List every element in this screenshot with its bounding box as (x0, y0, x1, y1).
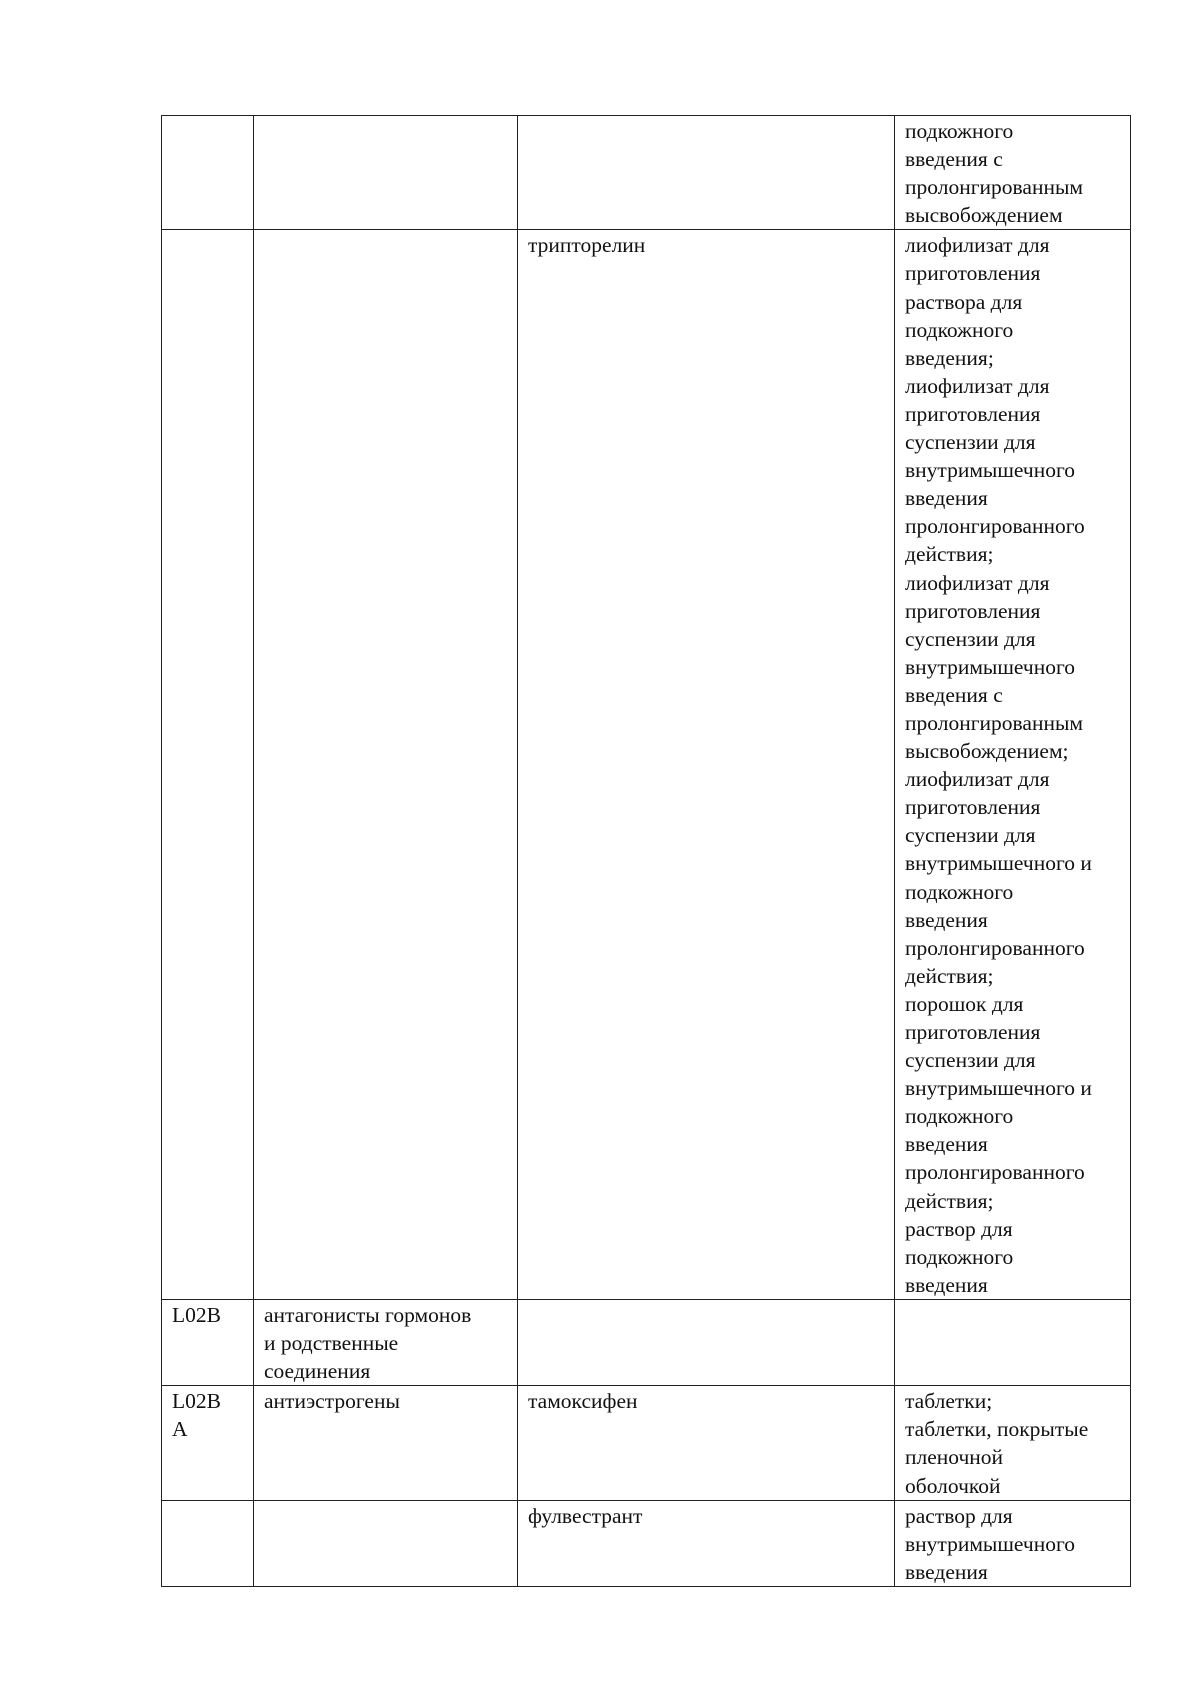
dosage-form-cell: подкожного введения с пролонгированным высвобождением (895, 116, 1131, 230)
dosage-form-cell: раствор для внутримышечного введения (895, 1500, 1131, 1586)
drug-name-cell: фулвестрант (518, 1500, 895, 1586)
table-row (162, 230, 1131, 1300)
table-row (162, 1500, 1131, 1586)
atc-group-cell (254, 116, 518, 230)
dosage-form-cell: таблетки; таблетки, покрытые пленочной оболочкой (895, 1386, 1131, 1500)
drug-name-cell (518, 1299, 895, 1385)
atc-code-cell: L02B (162, 1299, 254, 1385)
atc-code-cell (162, 230, 254, 1300)
atc-group-cell (254, 230, 518, 1300)
table-row (162, 1299, 1131, 1385)
atc-code-cell (162, 1500, 254, 1586)
drug-name-cell: трипторелин (518, 230, 895, 1300)
drug-name-cell (518, 116, 895, 230)
drug-table (161, 115, 1131, 1587)
table-row (162, 116, 1131, 230)
atc-code-cell (162, 116, 254, 230)
table-row (162, 1386, 1131, 1500)
atc-group-cell: антиэстрогены (254, 1386, 518, 1500)
atc-code-cell: L02B A (162, 1386, 254, 1500)
atc-group-cell (254, 1500, 518, 1586)
drug-name-cell: тамоксифен (518, 1386, 895, 1500)
dosage-form-cell: лиофилизат для приготовления раствора для подкожного введения; лиофилизат для приготовления суспензии для внутримышечного введения пролонгированного действия; лиофилизат для приготовления суспензии для внутримышечного введения с пролонгированным высвобождением; лиофилизат для приготовления суспензии для внутримышечного и подкожного введения пролонгированного действия; порошок для приготовления суспензии для внутримышечного и подкожного введения пролонгированного действия; раствор для подкожного введения (895, 230, 1131, 1300)
atc-group-cell: антагонисты гормонов и родственные соединения (254, 1299, 518, 1385)
dosage-form-cell (895, 1299, 1131, 1385)
